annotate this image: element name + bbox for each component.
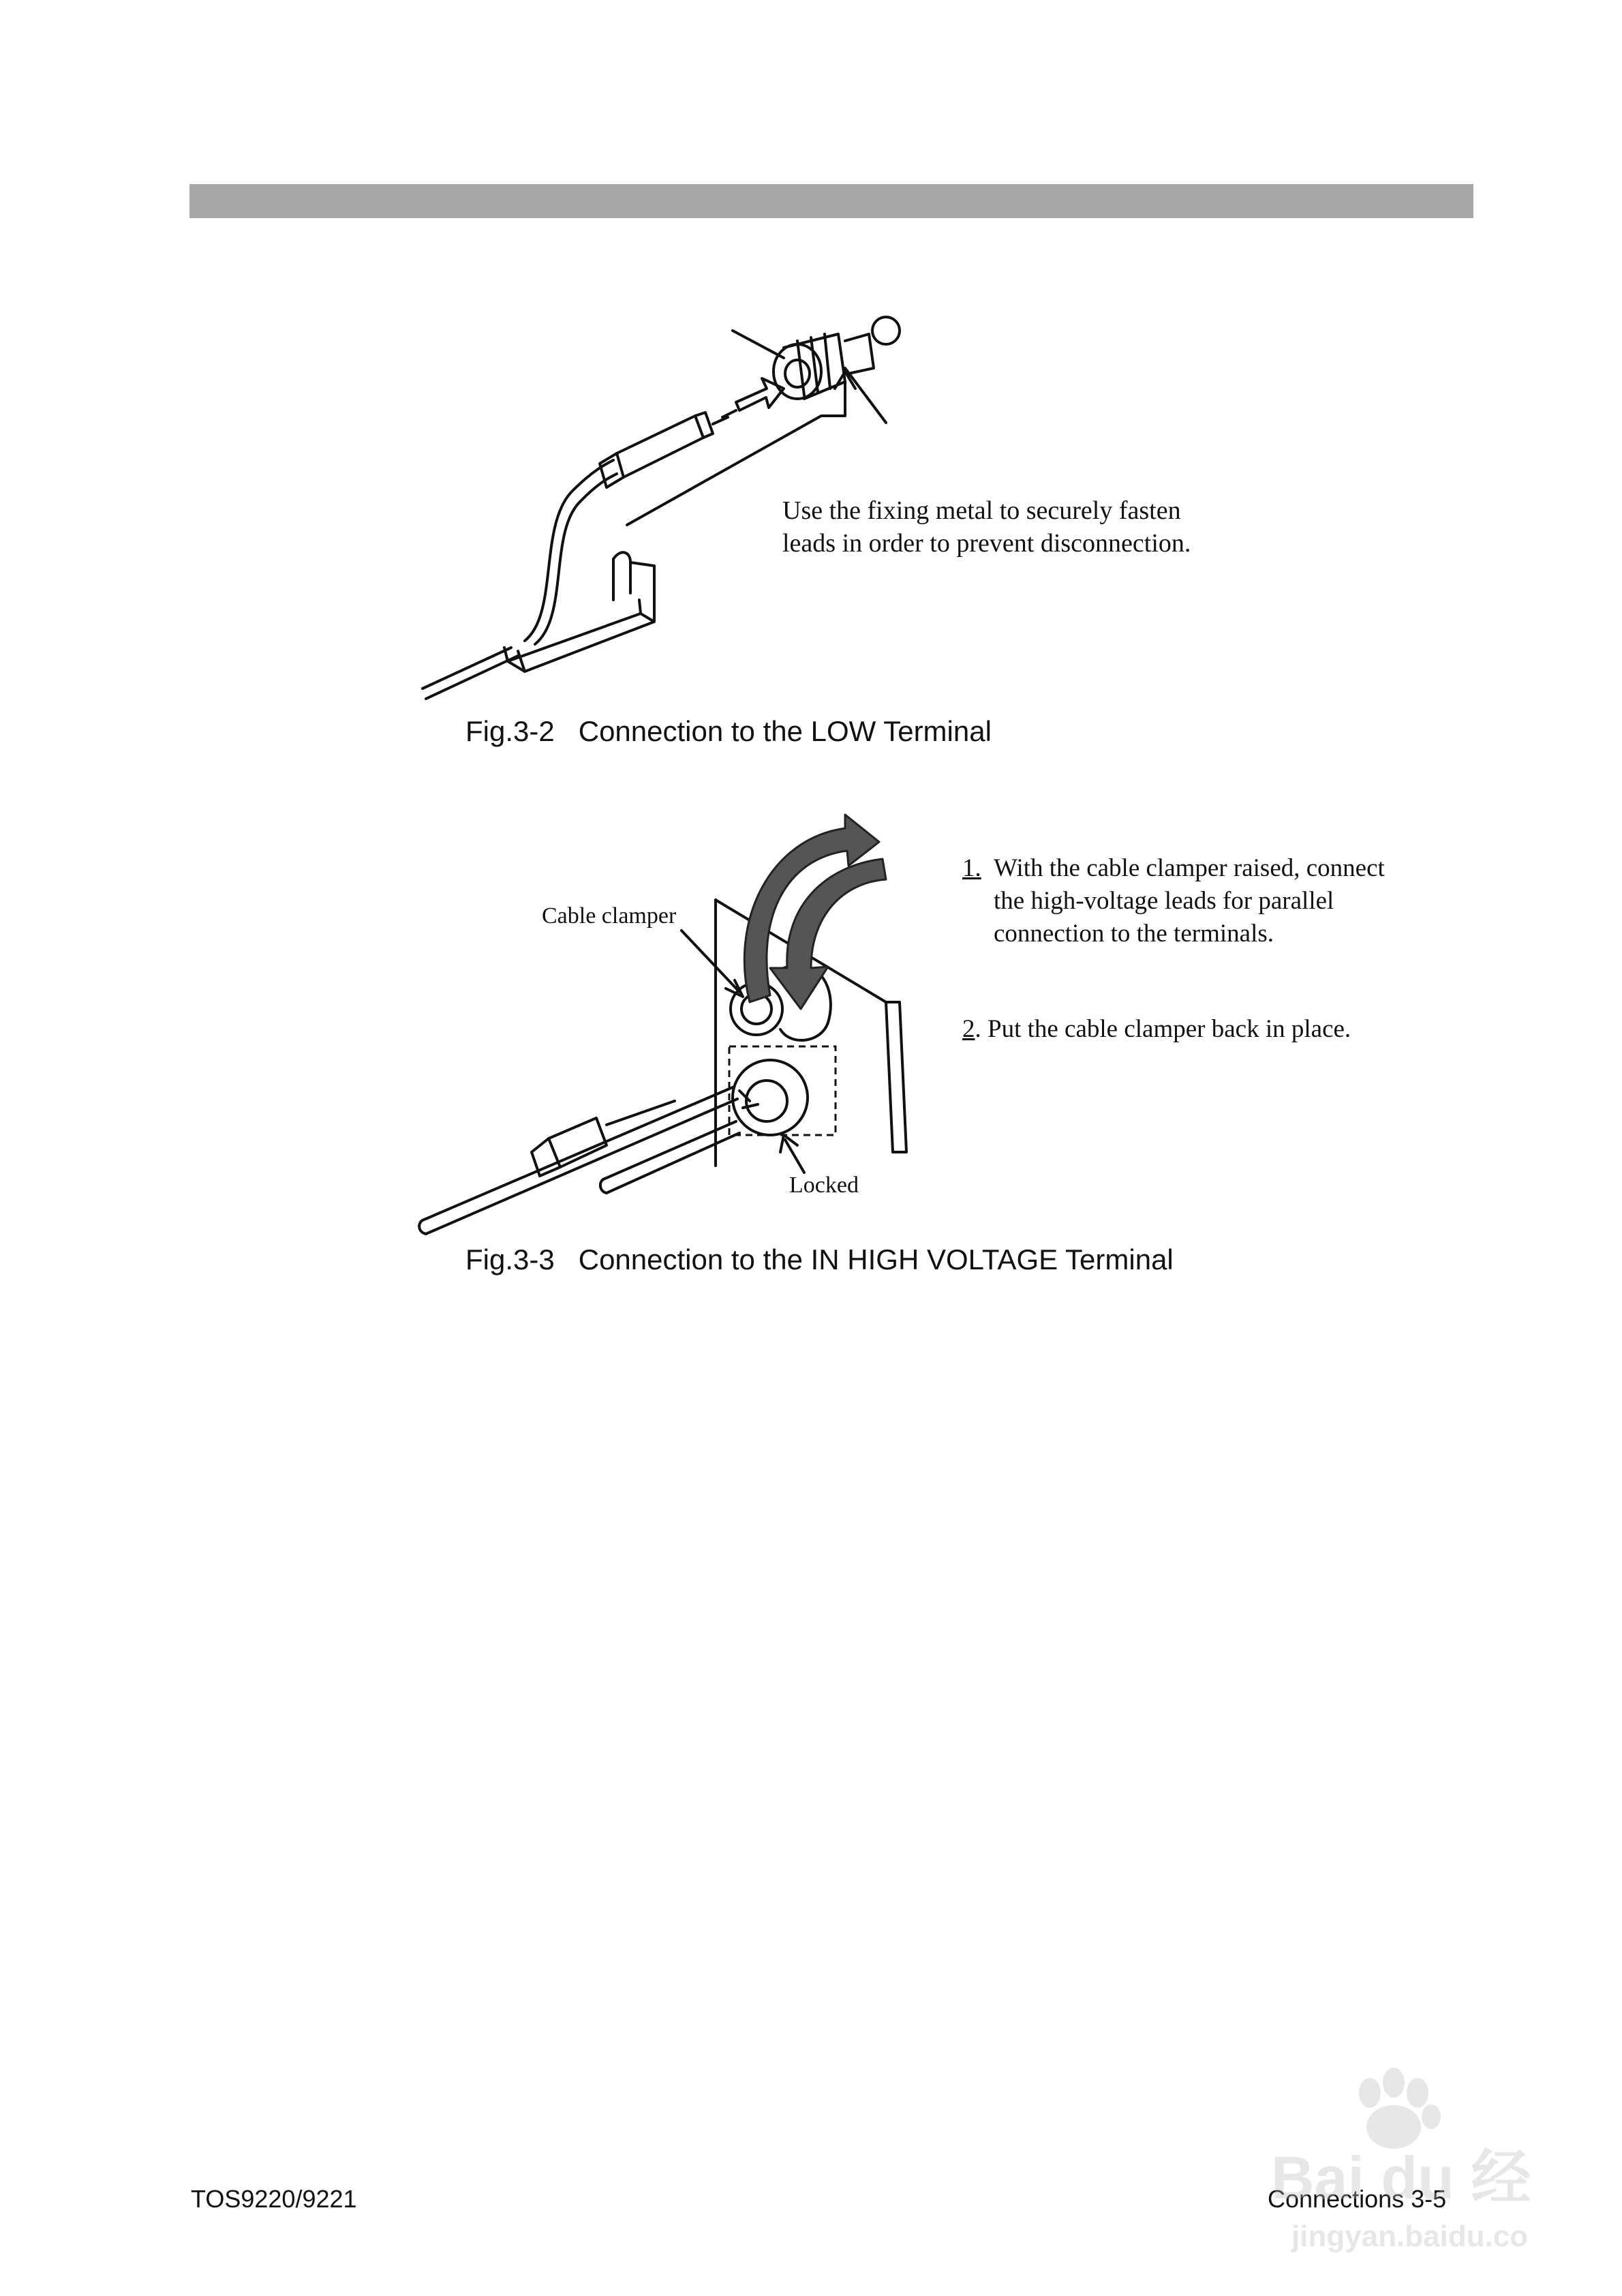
caption-number: Fig.3-2	[465, 715, 555, 747]
step1-line3: connection to the terminals.	[994, 920, 1274, 948]
step1-num: 1.	[962, 854, 981, 882]
step2-text: . Put the cable clamper back in place.	[975, 1015, 1351, 1043]
step1-number	[962, 852, 981, 885]
watermark-url: jingyan.baidu.com	[1291, 2220, 1530, 2253]
baidu-watermark	[1257, 2052, 1530, 2256]
cable-clamper-label: Cable clamper	[542, 903, 677, 928]
low-note-line2: leads in order to prevent disconnection.	[782, 529, 1191, 558]
footer-page: Connections 3-5	[1268, 2185, 1447, 2213]
step1-line2: the high-voltage leads for parallel	[994, 887, 1334, 915]
watermark-brand: Bai du 经	[1271, 2144, 1530, 2211]
paw-logo-icon	[1257, 2052, 1530, 2256]
step1-line1: With the cable clamper raised, connect	[994, 854, 1385, 882]
caption-title: Connection to the IN HIGH VOLTAGE Terminal	[578, 1243, 1174, 1275]
locked-label: Locked	[789, 1173, 859, 1198]
caption-number: Fig.3-3	[465, 1243, 555, 1275]
step2-num: 2	[962, 1015, 975, 1043]
caption-title: Connection to the LOW Terminal	[578, 715, 992, 747]
footer-model: TOS9220/9221	[191, 2185, 357, 2213]
fig-3-3-caption	[465, 1242, 1174, 1278]
step2	[962, 1013, 1351, 1046]
low-note-line1: Use the fixing metal to securely fasten	[782, 496, 1181, 525]
